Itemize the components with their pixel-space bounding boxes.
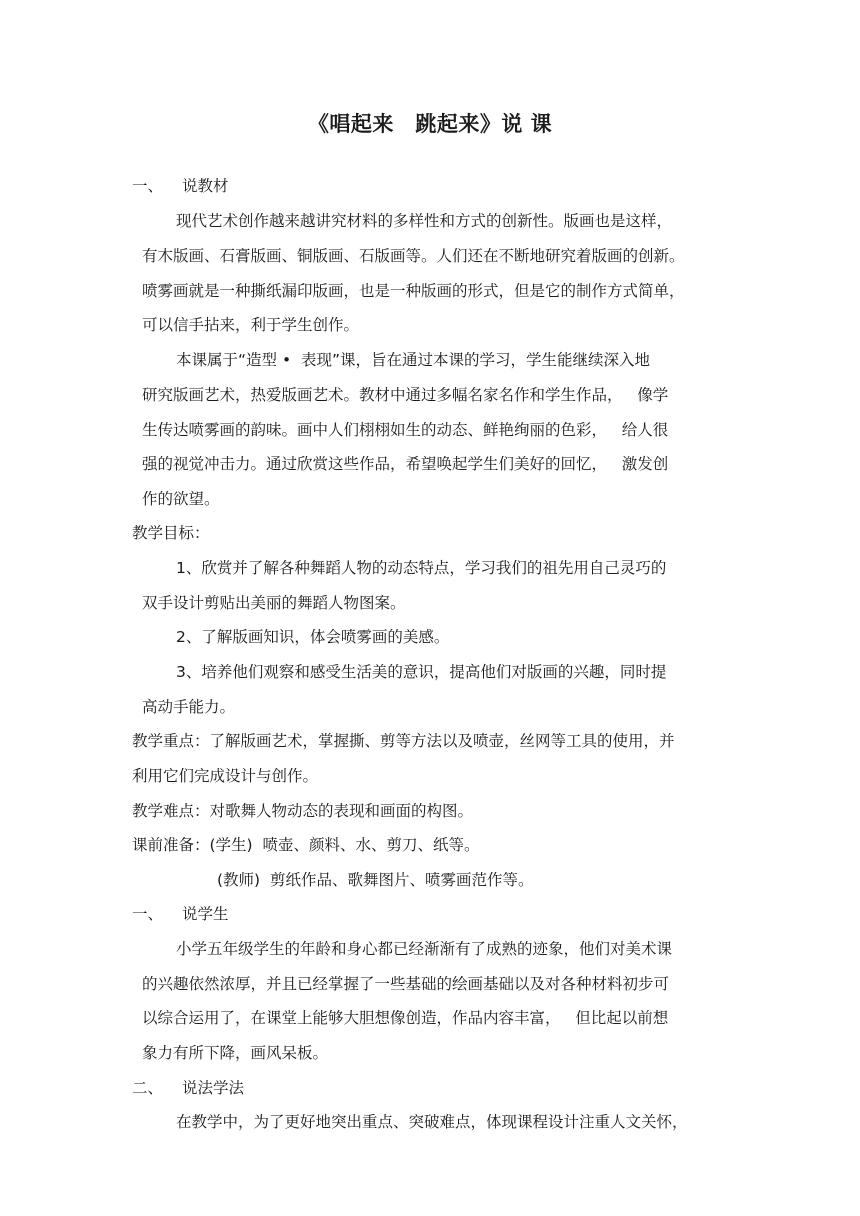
paragraph-line: 现代艺术创作越来越讲究材料的多样性和方式的创新性。版画也是这样， xyxy=(176,212,673,230)
paragraph-line: 以综合运用了，在课堂上能够大胆想像创造，作品内容丰富， 但比起以前想 xyxy=(142,1009,669,1027)
paragraph-line: 本课属于“造型 • 表现”课，旨在通过本课的学习，学生能继续深入地 xyxy=(176,351,650,369)
section-heading-students xyxy=(132,904,229,924)
paragraph-line: 的兴趣依然浓厚，并且已经掌握了一些基础的绘画基础以及对各种材料初步可 xyxy=(142,975,670,993)
section-heading-teaching-material xyxy=(132,176,229,196)
paragraph-line: 作的欲望。 xyxy=(142,490,220,508)
section-title: 说法学法 xyxy=(182,1079,245,1097)
section-heading-methods xyxy=(132,1078,244,1098)
goal-line: 双手设计剪贴出美丽的舞蹈人物图案。 xyxy=(142,594,406,612)
goals-label: 教学目标： xyxy=(132,524,210,542)
paragraph-line: 生传达喷雾画的韵味。画中人们栩栩如生的动态、鲜艳绚丽的色彩， 给人很 xyxy=(142,421,669,439)
goal-line: 3、培养他们观察和感受生活美的意识，提高他们对版画的兴趣，同时提 xyxy=(176,663,667,681)
paragraph-line: 强的视觉冲击力。通过欣赏这些作品，希望唤起学生们美好的回忆， 激发创 xyxy=(142,455,669,473)
section-number: 一、 xyxy=(132,177,164,195)
paragraph-line: 小学五年级学生的年龄和身心都已经渐渐有了成熟的迹象，他们对美术课 xyxy=(176,940,673,958)
section-title: 说学生 xyxy=(182,905,229,923)
preparation-student-line: 课前准备：(学生) 喷壶、颜料、水、剪刀、纸等。 xyxy=(132,836,480,854)
section-number: 一、 xyxy=(132,905,164,923)
difficulties-line: 教学难点：对歌舞人物动态的表现和画面的构图。 xyxy=(132,802,474,820)
goal-line: 高动手能力。 xyxy=(142,698,236,716)
key-points-line: 教学重点：了解版画艺术，掌握撕、剪等方法以及喷壶，丝网等工具的使用，并 xyxy=(132,732,675,750)
paragraph-line: 可以信手拈来，利于学生创作。 xyxy=(142,316,360,334)
paragraph-line: 有木版画、石膏版画、铜版画、石版画等。人们还在不断地研究着版画的创新。 xyxy=(142,247,685,265)
section-title: 说教材 xyxy=(182,177,229,195)
paragraph-line: 研究版画艺术，热爱版画艺术。教材中通过多幅名家名作和学生作品， 像学 xyxy=(142,386,669,404)
paragraph-line: 在教学中，为了更好地突出重点、突破难点，体现课程设计注重人文关怀， xyxy=(176,1113,688,1131)
goal-line: 1、欣赏并了解各种舞蹈人物的动态特点，学习我们的祖先用自己灵巧的 xyxy=(176,559,667,577)
paragraph-line: 象力有所下降，画风呆板。 xyxy=(142,1044,329,1062)
goal-line: 2、了解版画知识，体会喷雾画的美感。 xyxy=(176,628,450,646)
key-points-line: 利用它们完成设计与创作。 xyxy=(132,767,319,785)
paragraph-line: 喷雾画就是一种撕纸漏印版画，也是一种版画的形式，但是它的制作方式简单， xyxy=(142,282,685,300)
document-title: 《唱起来 跳起来》说 课 xyxy=(307,112,553,136)
section-number: 二、 xyxy=(132,1079,164,1097)
preparation-teacher-line: (教师) 剪纸作品、歌舞图片、喷雾画范作等。 xyxy=(217,871,534,889)
